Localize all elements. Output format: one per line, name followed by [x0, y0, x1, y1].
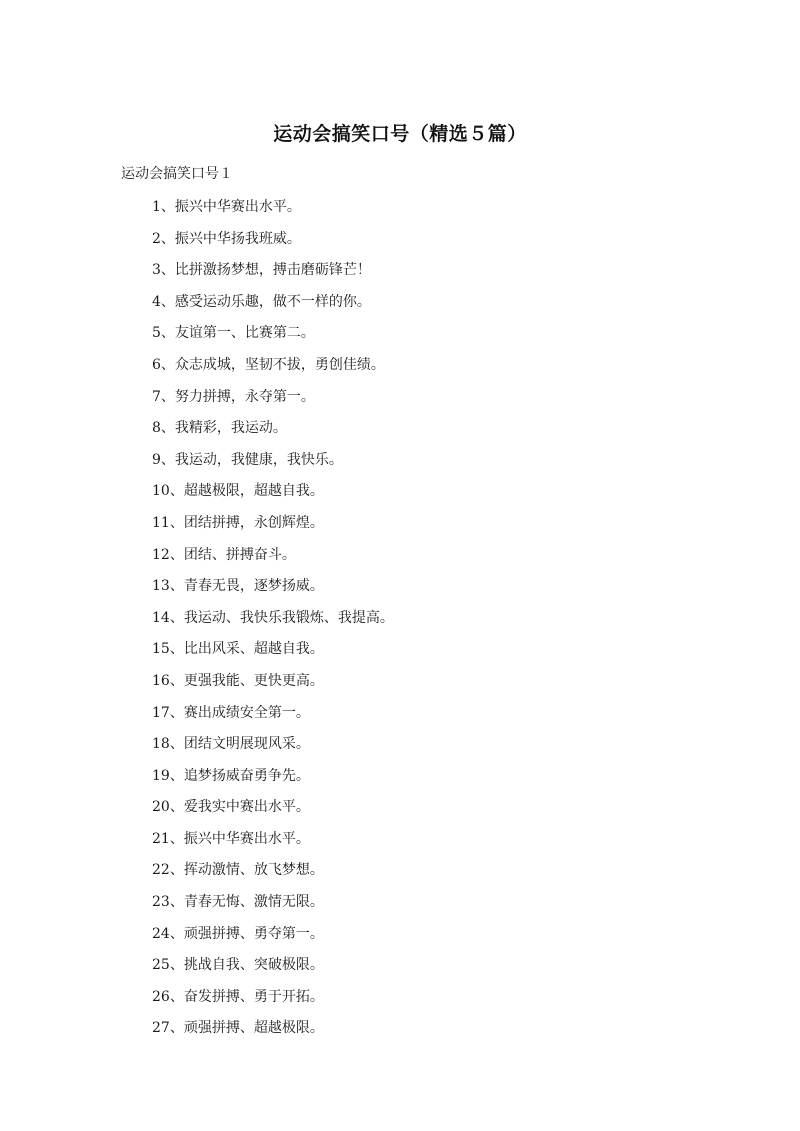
list-item: 12、团结、拼搏奋斗。 — [152, 546, 296, 563]
slogan-list — [152, 196, 394, 1049]
list-item: 11、团结拼搏，永创辉煌。 — [152, 514, 324, 531]
document-title: 运动会搞笑口号（精选５篇） — [273, 123, 527, 145]
list-item: 21、振兴中华赛出水平。 — [152, 830, 310, 847]
list-item: 4、感受运动乐趣，做不一样的你。 — [152, 293, 371, 310]
list-item: 10、超越极限，超越自我。 — [152, 483, 324, 500]
list-item: 13、青春无畏，逐梦扬威。 — [152, 578, 324, 595]
list-item: 17、赛出成绩安全第一。 — [152, 704, 310, 721]
list-item: 27、顽强拼搏、超越极限。 — [152, 1020, 324, 1037]
list-item: 20、爱我实中赛出水平。 — [152, 799, 310, 816]
list-item: 23、青春无悔、激情无限。 — [152, 894, 324, 911]
list-item: 3、比拼激扬梦想，搏击磨砺锋芒！ — [152, 262, 371, 279]
list-item: 19、追梦扬威奋勇争先。 — [152, 767, 310, 784]
list-item: 16、更强我能、更快更高。 — [152, 672, 324, 689]
section-heading: 运动会搞笑口号１ — [121, 166, 233, 182]
list-item: 15、比出风采、超越自我。 — [152, 641, 324, 658]
list-item: 9、我运动，我健康，我快乐。 — [152, 451, 343, 468]
list-item: 25、挑战自我、突破极限。 — [152, 957, 324, 974]
list-item: 5、友谊第一、比赛第二。 — [152, 325, 315, 342]
list-item: 1、振兴中华赛出水平。 — [152, 199, 301, 215]
list-item: 6、众志成城，坚韧不拔，勇创佳绩。 — [152, 356, 385, 373]
list-item: 26、奋发拼搏、勇于开拓。 — [152, 988, 324, 1005]
list-item: 2、振兴中华扬我班威。 — [152, 230, 301, 247]
list-item: 14、我运动、我快乐我锻炼、我提高。 — [152, 609, 394, 626]
list-item: 24、顽强拼搏、勇夺第一。 — [152, 925, 324, 942]
list-item: 22、挥动激情、放飞梦想。 — [152, 862, 324, 879]
list-item: 8、我精彩，我运动。 — [152, 420, 287, 437]
list-item: 18、团结文明展现风采。 — [152, 736, 310, 753]
list-item: 7、努力拼搏，永夺第一。 — [152, 388, 315, 405]
